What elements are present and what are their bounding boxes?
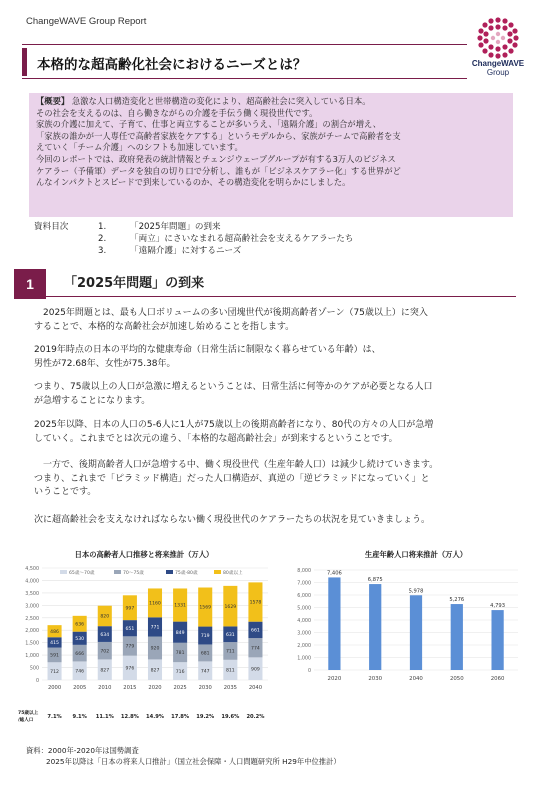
data-label: 702: [100, 649, 110, 655]
data-label: 976: [125, 666, 135, 672]
body-paragraph: 一方で、後期高齢者人口が急増する中、働く現役世代（生産年齢人口）は減少し続けていきます。 つまり、これまで「ピラミッド構造」だった人口構造が、真逆の「逆ピラミッドになっていく」と いうことです。: [34, 460, 439, 498]
y-tick-label: 5,000: [297, 606, 311, 612]
bar: [369, 584, 381, 670]
data-label: 711: [225, 649, 235, 655]
bar: [328, 577, 340, 670]
toc-heading: 資料目次: [34, 222, 69, 232]
summary-body: 急激な人口構造変化と世帯構造の変化により、超高齢社会に突入している日本。 その社会を支えるのは、自ら働きながらの介護を手伝う働く現役世代です。 家族の介護に加えて、子育て、仕事と両立することが多いうえ、「遠隔介護」の割合が増え、 「家族の誰かが一人専任で高齢者家族をケアする」というモデルから、家族がチームで高齢者を支 えていく「チーム介護」へのシフトも加速しています。 今回のレポートでは、政府発表の統計情報とチェンジウェーブグループが有する3万人のビジネス ケアラー（予備軍）データを独自の切り口で分析し、誰もが「ビジネスケアラー化」する世界がど んなインパクトとスピードで到来しているのか、その構造変化を明らかにしました。: [36, 96, 401, 188]
source-line: 2025年以降は「日本の将来人口推計」（国立社会保障・人口問題研究所 H29年中位推計）: [46, 757, 341, 766]
y-tick-label: 6,000: [297, 594, 311, 599]
data-label: 636: [75, 622, 85, 628]
data-label: 712: [50, 669, 59, 675]
y-tick-label: 1,000: [25, 654, 39, 660]
y-tick-label: 4,000: [25, 579, 39, 585]
data-label: 486: [50, 629, 59, 635]
data-label: 634: [100, 632, 110, 638]
report-label: ChangeWAVE Group Report: [26, 16, 147, 27]
data-label: 820: [100, 614, 110, 620]
toc-item: 2. 「両立」にさいなまれる超高齢社会を支えるケアラーたち: [98, 234, 354, 244]
legend-label: 65歳～70歳: [69, 571, 95, 576]
bar: [491, 610, 503, 670]
x-tick-label: 2020: [148, 685, 162, 691]
data-label: 774: [251, 646, 260, 652]
body-paragraph: つまり、75歳以上の人口が急激に増えるということは、日常生活に何等かのケアが必要となる人口 が急増することになります。: [34, 382, 433, 406]
legend-label: 80歳以上: [223, 571, 243, 576]
data-label: 849: [175, 630, 185, 636]
y-tick-label: 2,000: [25, 629, 39, 635]
data-label: 747: [200, 669, 210, 675]
data-label: 4,793: [490, 603, 506, 610]
y-tick-label: 4,000: [297, 619, 311, 624]
bar: [410, 595, 422, 670]
data-label: 1578: [249, 600, 262, 606]
ratio-row-label: /総人口: [18, 718, 34, 723]
data-label: 1331: [174, 603, 186, 609]
summary-text: [36, 96, 506, 189]
y-tick-label: 2,000: [297, 644, 311, 649]
data-label: 1569: [199, 605, 212, 611]
ratio-label: 19.6%: [221, 714, 240, 720]
legend-swatch: [60, 570, 67, 574]
data-label: 779: [125, 644, 135, 650]
data-label: 781: [175, 651, 185, 657]
ratio-label: 7.1%: [47, 714, 62, 720]
ratio-label: 11.1%: [95, 714, 114, 720]
chart-title: 日本の高齢者人口推移と将来推計（万人）: [74, 550, 214, 559]
data-label: 5,276: [449, 597, 465, 604]
x-tick-label: 2060: [490, 676, 505, 682]
section-rule: [46, 296, 516, 297]
data-label: 771: [150, 625, 160, 631]
data-label: 1629: [224, 604, 237, 610]
legend-swatch: [214, 570, 221, 574]
y-tick-label: 500: [29, 666, 39, 672]
data-label: 415: [50, 641, 59, 647]
ratio-label: 17.8%: [171, 714, 190, 720]
ratio-label: 12.8%: [120, 714, 139, 720]
data-label: 7,406: [326, 570, 342, 577]
y-tick-label: 0: [35, 679, 39, 684]
data-label: 666: [75, 651, 85, 657]
title-rule-top: [22, 44, 467, 45]
source-line: 資料：2000年-2020年は国勢調査: [26, 746, 139, 755]
legend-label: 75歳-80歳: [175, 571, 198, 576]
logo-wordmark: [467, 60, 529, 78]
data-label: 6,875: [367, 577, 383, 584]
y-tick-label: 1,500: [25, 641, 39, 647]
y-tick-label: 8,000: [297, 569, 311, 574]
y-tick-label: 4,500: [25, 567, 39, 572]
body-paragraph: 次に超高齢社会を支えなければならない働く現役世代のケアラーたちの状況を見ていきましょう。: [34, 515, 431, 525]
x-tick-label: 2000: [47, 685, 62, 691]
data-label: 661: [251, 628, 260, 634]
data-label: 5,978: [408, 588, 424, 595]
elderly-population-chart-svg: [16, 548, 274, 730]
section-number-badge: 1: [14, 269, 46, 299]
y-tick-label: 3,000: [25, 604, 39, 610]
x-tick-label: 2005: [73, 685, 87, 691]
x-tick-label: 2035: [223, 685, 237, 691]
data-label: 746: [75, 669, 85, 675]
y-tick-label: 1,000: [297, 656, 311, 662]
data-label: 920: [150, 646, 160, 652]
y-tick-label: 3,500: [25, 591, 39, 597]
data-label: 716: [175, 669, 185, 675]
y-tick-label: 7,000: [297, 581, 311, 587]
ratio-label: 9.1%: [72, 714, 87, 720]
legend-swatch: [114, 570, 121, 574]
x-tick-label: 2040: [409, 676, 423, 682]
bar: [451, 604, 463, 670]
ratio-label: 20.2%: [246, 714, 265, 720]
data-label: 631: [225, 632, 235, 638]
logo-line1: ChangeWAVE: [471, 59, 525, 68]
data-label: 827: [150, 668, 160, 674]
data-label: 909: [251, 667, 260, 673]
body-paragraph: 2025年以降、日本の人口の5-6人に1人が75歳以上の後期高齢者になり、80代の方々の人口が急増 していく。これまでとは次元の違う、「本格的な超高齢社会」が到来するということです。: [34, 420, 434, 444]
data-label: 681: [200, 651, 210, 657]
x-tick-label: 2030: [198, 685, 212, 691]
y-tick-label: 3,000: [297, 631, 311, 637]
x-tick-label: 2050: [449, 676, 464, 682]
logo-dots-icon: [466, 14, 530, 60]
body-paragraph: 2025年問題とは、最も人口ボリュームの多い団塊世代が後期高齢者ゾーン（75歳以上）に突入 することで、本格的な高齢社会が加速し始めることを指します。: [34, 308, 428, 332]
data-label: 997: [125, 606, 135, 612]
ratio-label: 14.9%: [146, 714, 164, 720]
title-rule-bottom: [22, 78, 467, 79]
summary-label: 【概要】: [36, 96, 70, 106]
y-tick-label: 0: [307, 669, 311, 674]
toc-item: 1. 「2025年問題」の到来: [98, 222, 221, 232]
x-tick-label: 2025: [173, 685, 187, 691]
toc-item: 3. 「遠隔介護」に対するニーズ: [98, 246, 242, 256]
ratio-label: 19.2%: [196, 714, 215, 720]
data-label: 719: [200, 634, 210, 640]
logo-line2: Group: [486, 67, 510, 77]
summary-box: [29, 93, 513, 217]
x-tick-label: 2040: [248, 685, 263, 691]
x-tick-label: 2020: [327, 676, 342, 682]
legend-swatch: [166, 570, 173, 574]
ratio-row-label: 75歳以上: [18, 711, 39, 716]
chart-title: 生産年齢人口将来推計（万人）: [364, 550, 468, 559]
page-title: 本格的な超高齢化社会におけるニーズとは？: [37, 57, 307, 73]
title-bar: [22, 48, 467, 76]
data-label: 1160: [149, 601, 161, 607]
y-tick-label: 2,500: [25, 616, 39, 622]
data-label: 530: [75, 636, 85, 642]
data-label: 811: [225, 668, 235, 674]
x-tick-label: 2015: [123, 685, 137, 691]
data-label: 827: [100, 668, 110, 674]
data-label: 651: [125, 626, 135, 632]
body-paragraph: 2019年時点の日本の平均的な健康寿命（日常生活に制限なく暮らせている年齢）は、 男性が72.68年、女性が75.38年。: [34, 345, 381, 369]
legend-label: 70～75歳: [123, 571, 144, 576]
working-age-population-chart-svg: [286, 548, 524, 688]
working-age-population-chart: [286, 548, 524, 688]
x-tick-label: 2030: [368, 676, 383, 682]
elderly-population-chart: [16, 548, 274, 730]
x-tick-label: 2010: [98, 685, 112, 691]
data-label: 591: [50, 653, 59, 659]
section-title: 「2025年問題」の到来: [64, 276, 205, 291]
